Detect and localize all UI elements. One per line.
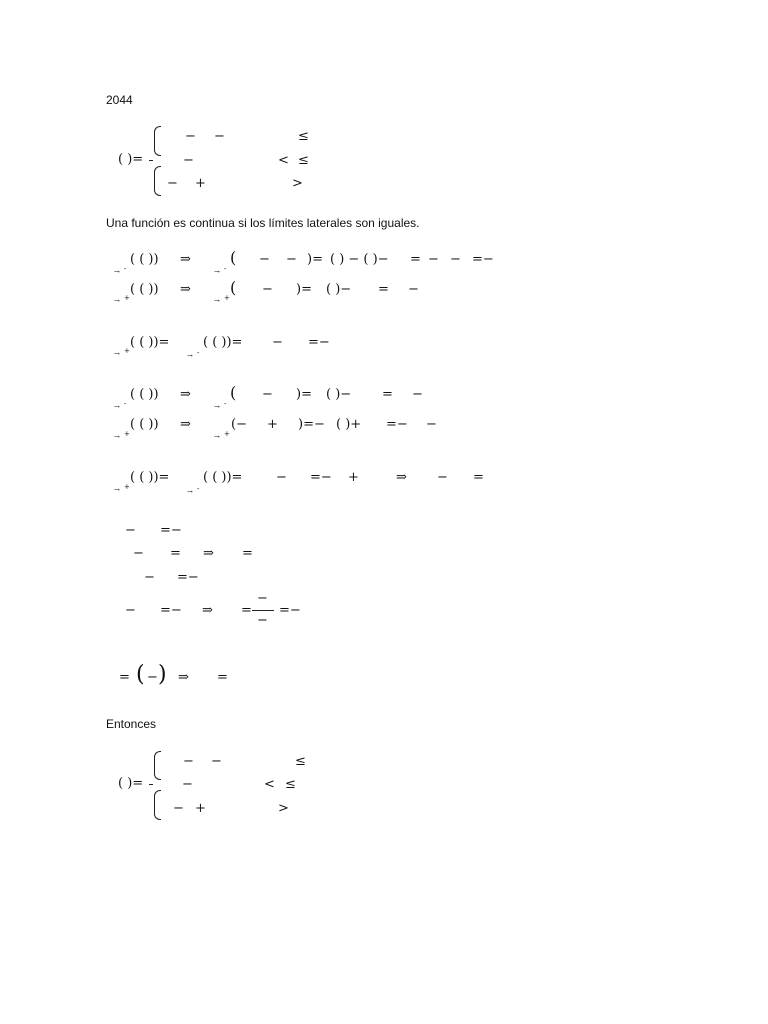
lim-arrow: → [114,403,120,411]
paren-close-equals: )= [296,387,312,402]
piece-1-op-a: − [183,754,194,769]
plus: + [348,470,359,485]
minus: − [262,282,273,297]
paren-open-minus: (− [231,417,247,432]
piece-2-cond-a: < [264,777,275,792]
paren-close-equals: )=− [298,417,325,432]
equals: = [473,470,484,485]
minus: − [272,335,283,350]
paren-open: ( [230,278,237,297]
equals: = [241,603,252,618]
left-brace-bottom [154,166,161,196]
equals-minus: =− [160,603,182,618]
piece-3-cond: > [278,801,289,816]
piece-2-cond-b: ≤ [298,153,309,168]
problem-number: 2044 [106,93,133,107]
minus: − [412,387,423,402]
lim-arrow: → [114,433,120,441]
left-brace-top [154,751,161,780]
equals: = [217,670,228,685]
lim-side: - [197,485,200,493]
lim-expr: ( ( ))= [203,470,243,485]
lim-side: + [124,294,130,302]
minus: − [147,670,158,685]
piece-2-cond-b: ≤ [285,777,296,792]
piece-1-cond: ≤ [295,754,306,769]
piece-1-op-b: − [211,754,222,769]
lim-side: + [124,430,130,438]
lim-expr: ( ( )) [130,282,159,297]
evaluation: ( )− [326,282,352,297]
implies-symbol: ⇒ [180,417,191,432]
equals-minus: =− [279,603,301,618]
fraction-numerator: − [257,591,268,606]
minus: − [133,546,144,561]
lim-arrow: → [214,297,220,305]
minus: − [437,470,448,485]
equals: = [382,387,393,402]
big-paren-close: ) [158,662,167,687]
piece-1-op-a: − [185,129,196,144]
minus: − [262,387,273,402]
result: =− [308,335,330,350]
lim-side: - [124,400,127,408]
minus: − [426,417,437,432]
continuity-statement: Una función es continua si los límites laterales son iguales. [106,216,420,230]
piece-1-cond: ≤ [298,129,309,144]
lim-side: - [124,265,127,273]
implies-symbol: ⇒ [203,546,214,561]
piece-2-cond-a: < [278,153,289,168]
lim-side: + [124,483,130,491]
lim-side: + [224,294,230,302]
implies-symbol: ⇒ [180,282,191,297]
piece-3-op-b: + [195,176,206,191]
lim-expr: ( ( )) [130,387,159,402]
evaluation: ( ) − ( )− [330,252,389,267]
lim-side: - [224,400,227,408]
lim-expr: ( ( ))= [130,335,170,350]
minus: − [408,282,419,297]
minus: − [428,252,439,267]
big-paren-open: ( [136,662,145,687]
left-brace-bottom [154,790,161,820]
minus: − [125,523,136,538]
left-brace-tip [149,784,153,785]
lim-arrow: → [187,488,193,496]
function-lhs: ( )= [118,152,144,167]
equals: = [170,546,181,561]
lim-arrow: → [114,350,120,358]
equals-minus: =− [310,470,332,485]
conclusion-text: Entonces [106,717,157,731]
implies-symbol: ⇒ [180,252,191,267]
evaluation: ( )− [326,387,352,402]
lim-expr: ( ( )) [130,252,159,267]
equals-minus: =− [160,523,182,538]
equals: = [378,282,389,297]
piece-2-op: − [183,153,194,168]
piece-3-op-b: + [195,801,206,816]
implies-symbol: ⇒ [178,670,189,685]
fraction-bar [252,610,274,611]
equals: = [119,670,130,685]
paren-close-equals: )= [307,252,323,267]
lim-side: - [224,265,227,273]
result: =− [472,252,494,267]
paren-open: ( [230,383,237,402]
piece-2-op: − [182,777,193,792]
implies-symbol: ⇒ [396,470,407,485]
lim-expr: ( ( ))= [130,470,170,485]
lim-side: + [124,347,130,355]
equals: = [242,546,253,561]
implies-symbol: ⇒ [180,387,191,402]
lim-arrow: → [214,433,220,441]
implies-symbol: ⇒ [202,603,213,618]
lim-arrow: → [114,268,120,276]
plus: + [267,417,278,432]
paren-close-equals: )= [296,282,312,297]
piece-3-op-a: − [173,801,184,816]
lim-side: - [197,349,200,357]
equals: = [410,252,421,267]
left-brace-tip [149,160,153,161]
piece-1-op-b: − [214,129,225,144]
minus: − [276,470,287,485]
lim-arrow: → [114,297,120,305]
paren-open: ( [230,248,237,267]
left-brace-top [154,126,161,156]
minus: − [286,252,297,267]
lim-expr: ( ( )) [130,417,159,432]
lim-arrow: → [114,486,120,494]
result: =− [386,417,408,432]
minus: − [259,252,270,267]
minus: − [144,570,155,585]
equals-minus: =− [177,570,199,585]
minus: − [450,252,461,267]
evaluation: ( )+ [336,417,362,432]
lim-side: + [224,430,230,438]
minus: − [125,603,136,618]
lim-arrow: → [214,268,220,276]
fraction-denominator: − [257,613,268,628]
lim-arrow: → [187,352,193,360]
lim-expr: ( ( ))= [203,335,243,350]
function-lhs: ( )= [118,776,144,791]
piece-3-op-a: − [167,176,178,191]
lim-arrow: → [214,403,220,411]
piece-3-cond: > [292,176,303,191]
